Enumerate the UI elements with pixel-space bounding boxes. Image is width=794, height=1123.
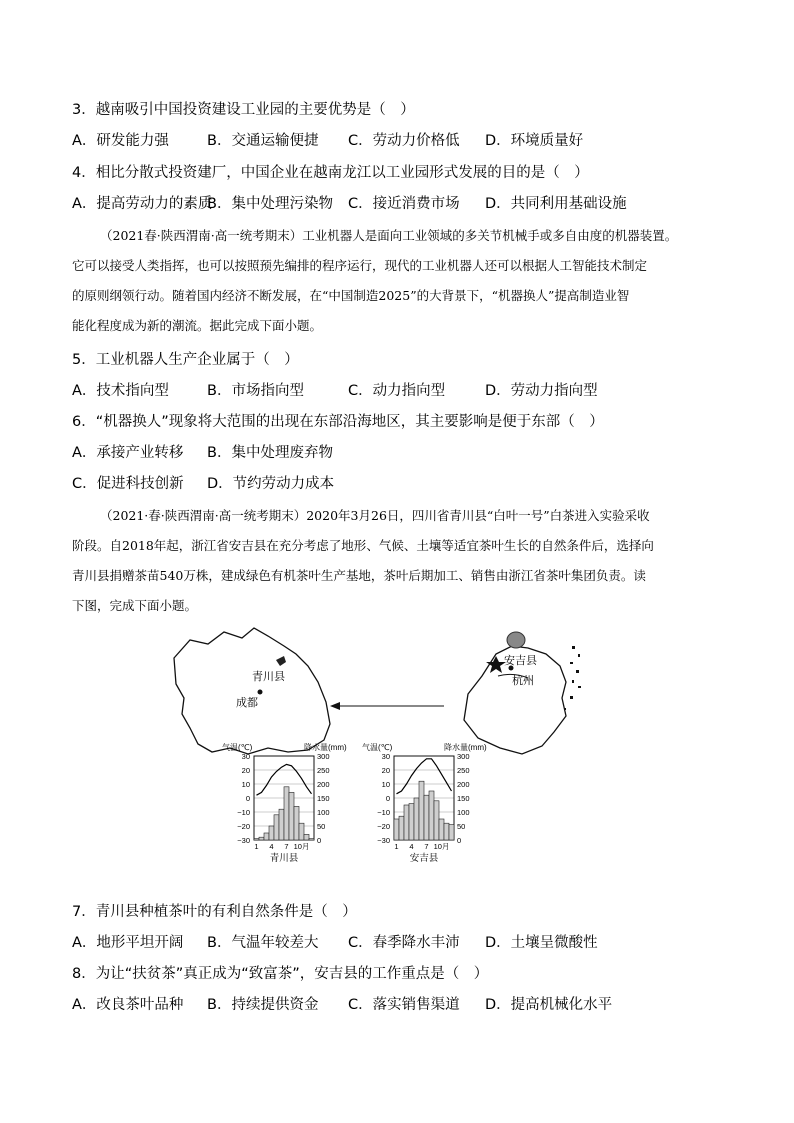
precipitation-tick-label: 250 [457,766,470,775]
passage-industrial-robots [72,221,722,341]
question-4-stem: 4．相比分散式投资建厂，中国企业在越南龙江以工业园形式发展的目的是（ ） [72,165,589,181]
precipitation-tick-label: 0 [457,836,462,845]
option-d[interactable]: D．土壤呈微酸性 [485,935,598,951]
precipitation-bar [299,823,304,840]
precipitation-bar [394,819,399,840]
temperature-tick-label: 0 [385,794,390,803]
option-c[interactable]: C．春季降水丰沛 [348,935,460,951]
temperature-tick-label: −30 [237,836,250,845]
precipitation-bar [309,839,314,840]
precipitation-bar [424,795,429,840]
question-5-stem: 5．工业机器人生产企业属于（ ） [72,352,299,368]
passage-line: 能化程度成为新的潮流。据此完成下面小题。 [72,318,323,333]
option-b[interactable]: B．气温年较差大 [207,935,319,951]
question-7-stem: 7．青川县种植茶叶的有利自然条件是（ ） [72,904,357,920]
precipitation-bar [294,806,299,840]
temperature-tick-label: 30 [241,752,250,761]
passage-line: （2021·春·陕西渭南·高一统考期末）2020年3月26日，四川省青川县“白叶一号”白茶进入实验采收 [100,508,650,523]
qingchuan-label: 青川县 [252,671,285,683]
precipitation-bar [254,839,259,840]
precipitation-bar [284,787,289,840]
sichuan-province-outline [174,628,330,754]
chengdu-label: 成都 [236,697,258,709]
month-tick-label: 4 [409,842,414,851]
option-d[interactable]: D．环境质量好 [485,133,584,149]
precipitation-tick-label: 50 [317,822,326,831]
precipitation-tick-label: 200 [457,780,470,789]
option-c[interactable]: C．接近消费市场 [348,196,460,212]
option-a[interactable]: A．承接产业转移 [72,445,184,461]
month-tick-label: 10月 [293,842,310,851]
precipitation-bar [304,834,309,840]
precipitation-axis-title: 降水量(mm) [304,743,347,752]
precipitation-bar [449,825,454,840]
precipitation-bar [434,801,439,840]
month-tick-label: 4 [269,842,274,851]
temperature-tick-label: 10 [241,780,250,789]
option-d[interactable]: D．共同利用基础设施 [485,196,627,212]
month-tick-label: 7 [424,842,429,851]
transfer-arrow-icon [330,702,444,710]
option-d[interactable]: D．节约劳动力成本 [207,476,335,492]
passage-line: 下图，完成下面小题。 [72,598,198,613]
temperature-tick-label: 0 [245,794,250,803]
temperature-tick-label: −20 [237,822,250,831]
month-tick-label: 10月 [433,842,450,851]
qingchuan-marker-icon [276,656,286,666]
precipitation-bar [259,837,264,840]
taihu-lake-shape [507,632,525,648]
option-d[interactable]: D．提高机械化水平 [485,997,613,1013]
precipitation-bar [269,826,274,840]
climate-charts [222,742,487,864]
precipitation-bar [419,781,424,840]
question-8-stem: 8．为让“扶贫茶”真正成为“致富茶”，安吉县的工作重点是（ ） [72,966,489,982]
temperature-axis-title: 气温(℃) [222,743,253,752]
anji-label: 安吉县 [504,655,537,667]
temperature-tick-label: −20 [377,822,390,831]
hangzhou-label: 杭州 [512,675,534,687]
precipitation-tick-label: 0 [317,836,322,845]
precipitation-tick-label: 50 [457,822,466,831]
precipitation-tick-label: 300 [317,752,330,761]
coastal-islands [564,646,581,710]
passage-line: 它可以接受人类指挥，也可以按照预先编排的程序运行，现代的工业机器人还可以根据人工智能技术制定 [72,258,648,273]
temperature-tick-label: −10 [237,808,250,817]
chart-caption: 安吉县 [409,853,439,864]
temperature-tick-label: 20 [241,766,250,775]
option-c[interactable]: C．落实销售渠道 [348,997,460,1013]
option-a[interactable]: A．地形平坦开阔 [72,935,184,951]
option-a[interactable]: A．研发能力强 [72,133,169,149]
precipitation-bar [264,833,269,840]
question-6-stem: 6．“机器换人”现象将大范围的出现在东部沿海地区，其主要影响是便于东部（ ） [72,414,604,430]
passage-line: 青川县捐赠茶苗540万株，建成绿色有机茶叶生产基地，茶叶后期加工、销售由浙江省茶叶集团负责。读 [72,568,646,583]
precipitation-bar [274,815,279,840]
precipitation-tick-label: 100 [457,808,470,817]
temperature-tick-label: 10 [381,780,390,789]
option-c[interactable]: C．动力指向型 [348,383,446,399]
precipitation-bar [414,798,419,840]
temperature-tick-label: 20 [381,766,390,775]
question-3-stem: 3．越南吸引中国投资建设工业园的主要优势是（ ） [72,102,415,118]
option-b[interactable]: B．市场指向型 [207,383,304,399]
temperature-tick-label: 30 [381,752,390,761]
precipitation-bar [279,809,284,840]
precipitation-axis-title: 降水量(mm) [444,743,487,752]
precipitation-bar [404,805,409,840]
precipitation-bar [444,823,449,840]
passage-tea-seedlings [72,501,722,621]
precipitation-bar [409,804,414,840]
chart-caption: 青川县 [269,853,299,864]
precipitation-tick-label: 150 [457,794,470,803]
precipitation-tick-label: 250 [317,766,330,775]
map-and-climate-figure [168,624,630,868]
precipitation-tick-label: 150 [317,794,330,803]
temperature-axis-title: 气温(℃) [362,743,393,752]
precipitation-tick-label: 200 [317,780,330,789]
option-a[interactable]: A．改良茶叶品种 [72,997,184,1013]
precipitation-tick-label: 100 [317,808,330,817]
precipitation-bar [289,792,294,840]
passage-line: 的原则纲领行动。随着国内经济不断发展，在“中国制造2025”的大背景下，“机器换人”提高制造业智 [72,288,630,303]
option-b[interactable]: B．交通运输便捷 [207,133,319,149]
passage-line: （2021春·陕西渭南·高一统考期末）工业机器人是面向工业领域的多关节机械手或多自由度的机器装置。 [100,228,678,243]
precipitation-bar [429,791,434,840]
option-a[interactable]: A．技术指向型 [72,383,169,399]
month-tick-label: 7 [284,842,289,851]
temperature-tick-label: −30 [377,836,390,845]
option-d[interactable]: D．劳动力指向型 [485,383,598,399]
precipitation-tick-label: 300 [457,752,470,761]
option-b[interactable]: B．持续提供资金 [207,997,319,1013]
option-b[interactable]: B．集中处理废弃物 [207,445,333,461]
temperature-tick-label: −10 [377,808,390,817]
option-c[interactable]: C．劳动力价格低 [348,133,460,149]
month-tick-label: 1 [394,842,399,851]
option-b[interactable]: B．集中处理污染物 [207,196,333,212]
option-a[interactable]: A．提高劳动力的素质 [72,196,213,212]
option-c[interactable]: C．促进科技创新 [72,476,184,492]
month-tick-label: 1 [254,842,259,851]
precipitation-bar [439,819,444,840]
chengdu-dot-icon [258,690,263,695]
precipitation-bar [399,816,404,840]
passage-line: 阶段。自2018年起，浙江省安吉县在充分考虑了地形、气候、土壤等适宜茶叶生长的自然条件后，选择向 [72,538,654,553]
